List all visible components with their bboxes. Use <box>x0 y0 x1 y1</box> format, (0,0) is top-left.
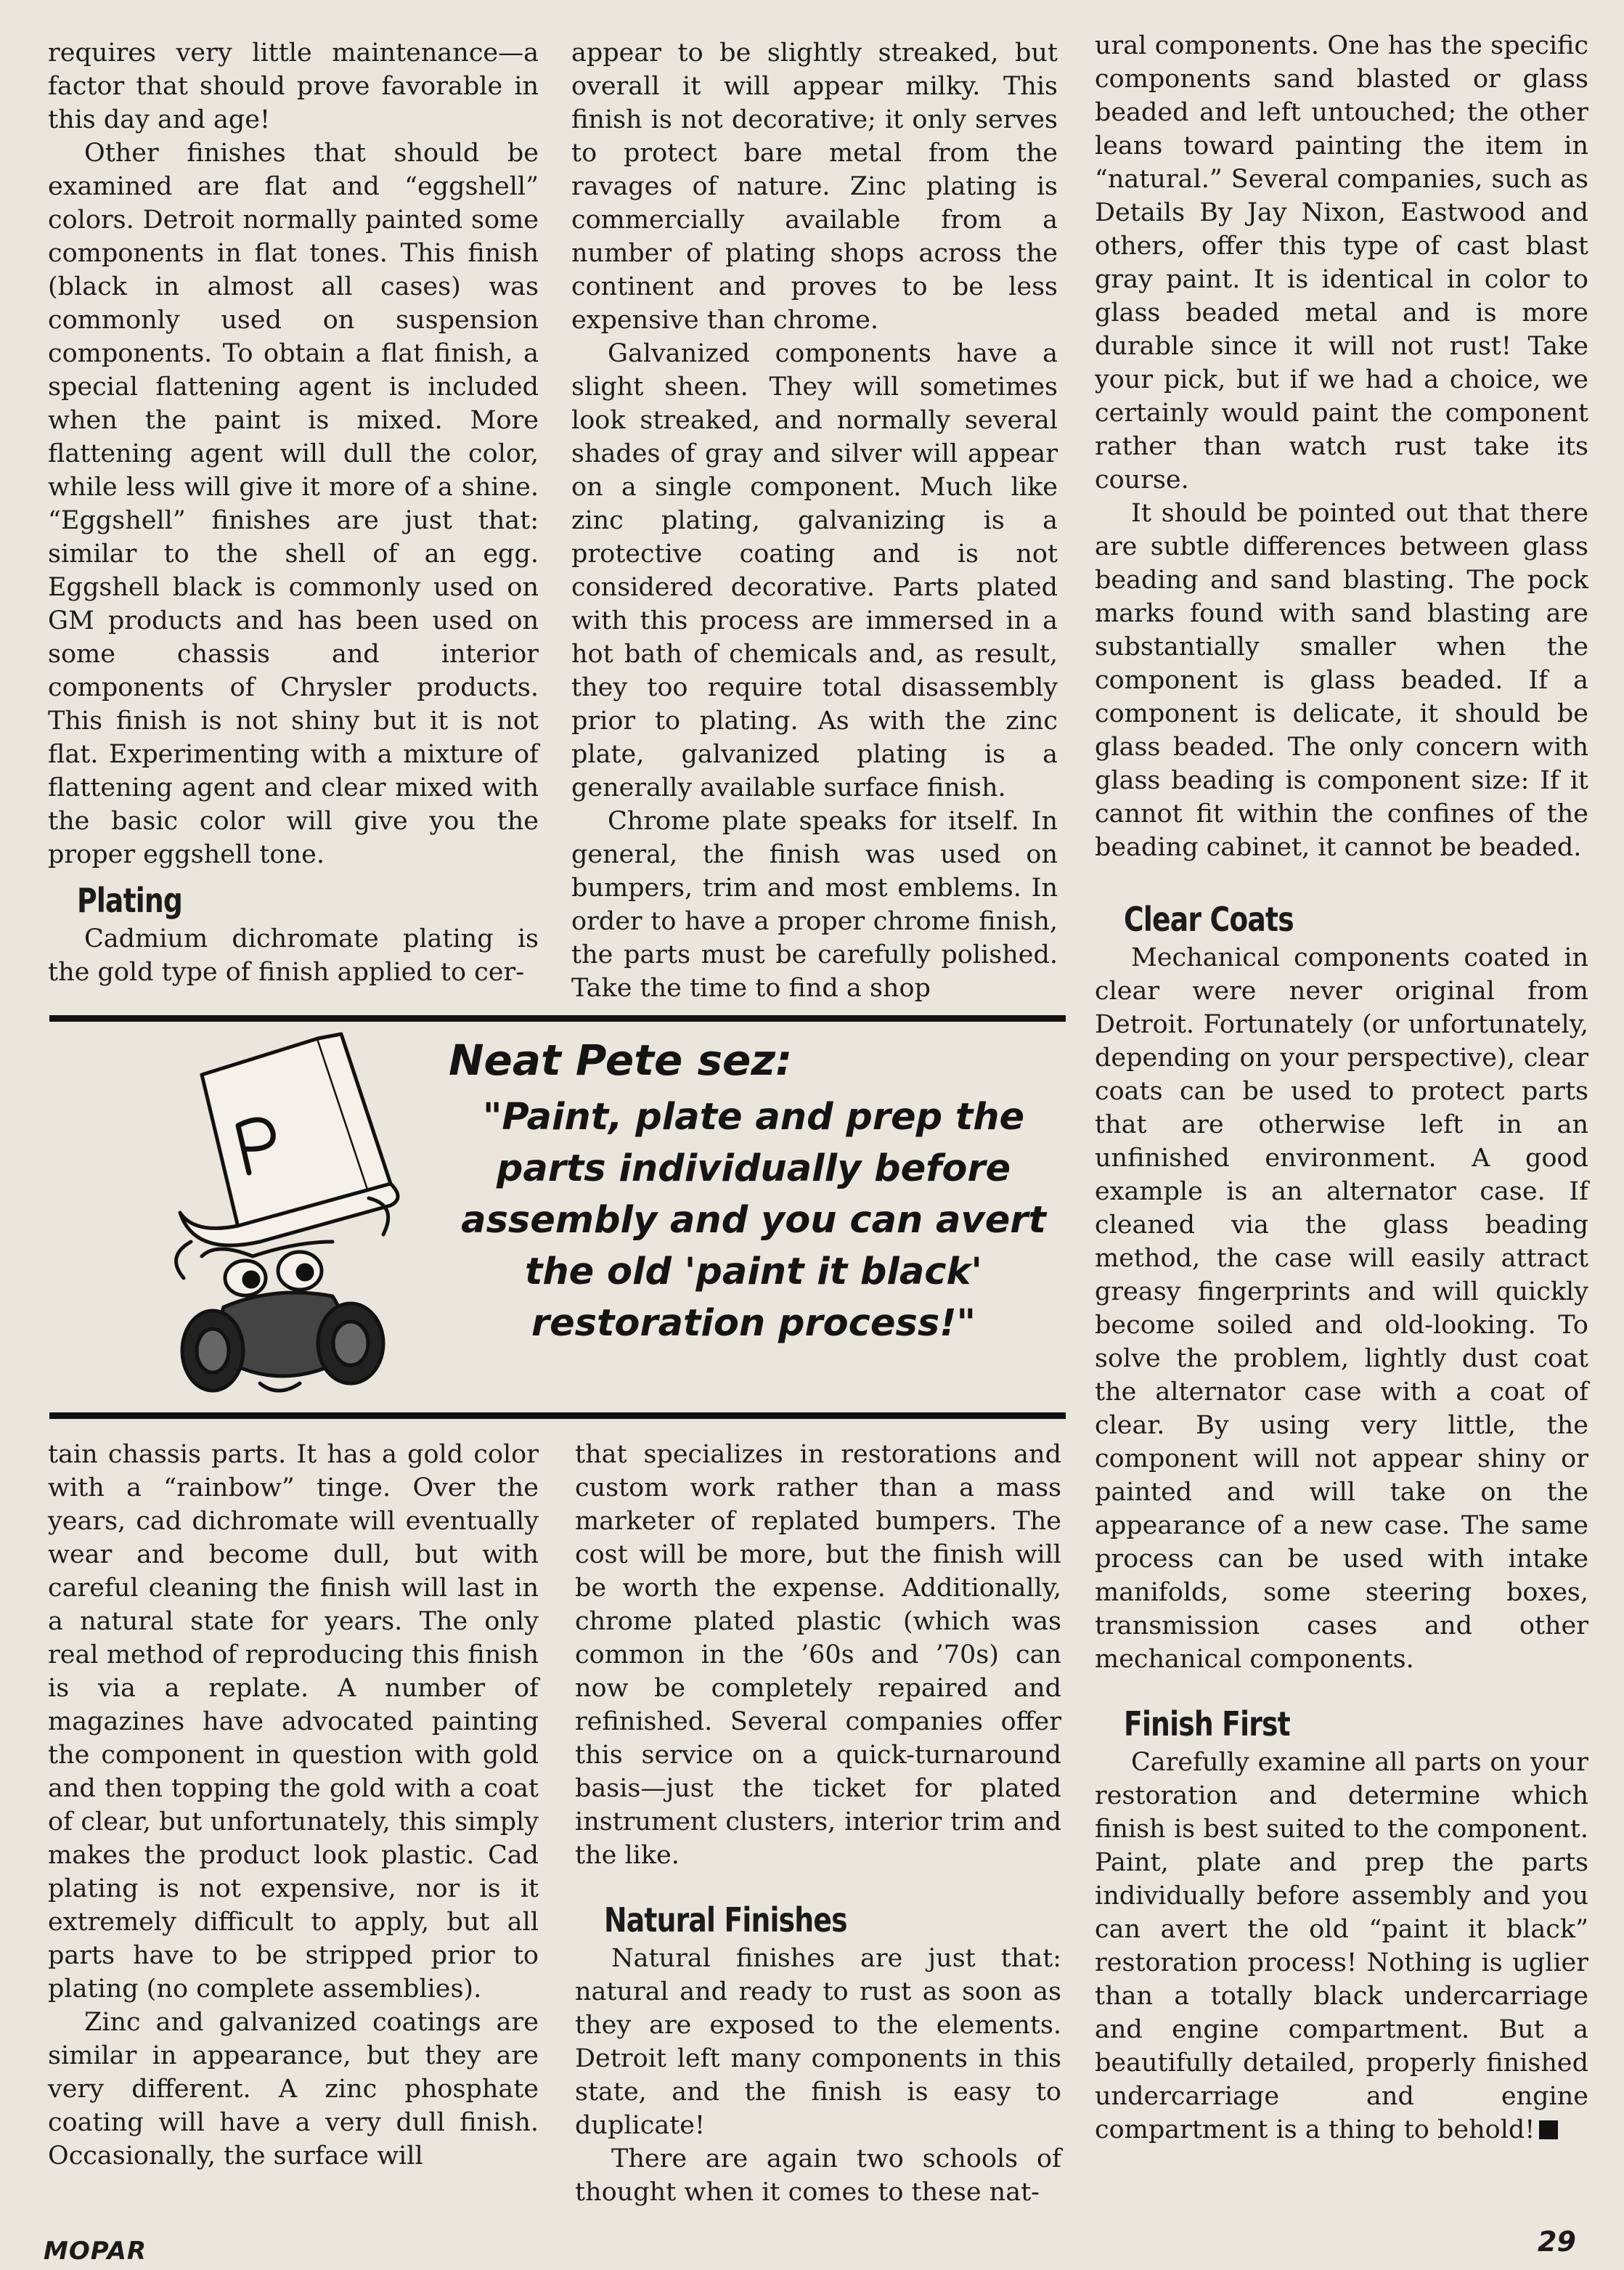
col1-top-paragraphs <box>48 36 539 871</box>
magazine-name: MOPAR <box>44 2237 147 2266</box>
neat-pete-quote-block <box>427 1035 1095 1349</box>
callout-speaker: Neat Pete sez: <box>449 1036 793 1085</box>
neat-pete-cartoon-icon <box>151 1024 427 1402</box>
paragraph: Zinc and galvanized coatings are similar in appearance, but they are very different. A zinc phosphate coating will have a very dull finish. Occasionally, the surface will <box>48 2008 539 2171</box>
section-heading-natural-finishes: Natural Finishes <box>604 1900 847 1940</box>
section-heading-clear-coats: Clear Coats <box>1124 900 1294 939</box>
callout-bottom-rule <box>49 1412 1066 1419</box>
neat-pete-callout <box>49 1020 1066 1412</box>
column-1-top <box>48 36 539 989</box>
section-heading-finish-first: Finish First <box>1124 1704 1290 1744</box>
paragraph: ural components. One has the specific components sand blasted or glass beaded and left untouched; the other leans toward painting the item in “natural.” Several companies, such as Details By Jay Nixon, Eastwood and others, offer this type of cast blast gray paint. It is identical in color to glass beaded metal and is more durable since it will not rust! Take your pick, but if we had a choice, we certainly would paint the component rather than watch rust take its course. <box>1095 31 1588 495</box>
column-1-bottom <box>48 1438 539 2173</box>
col2-natural-paragraphs <box>575 1942 1061 2209</box>
column-2-top <box>571 36 1058 1005</box>
plating-intro-paragraph: Cadmium dichromate plating is the gold type of finish applied to cer- <box>48 924 539 987</box>
column-3 <box>1095 29 1588 2147</box>
paragraph: It should be pointed out that there are subtle differences between glass beading and sand blasting. The pock marks found with sand blasting are substantially smaller when the component is glass beaded. If a component is delicate, it should be glass beaded. The only concern with glass beading is component size: If it cannot fit within the confines of the beading cabinet, it cannot be beaded. <box>1095 499 1588 862</box>
page-number: 29 <box>1538 2226 1576 2258</box>
clear-coats-paragraph: Mechanical components coated in clear were never original from Detroit. Fortunately (or unfortunately, depending on your perspective), clear coats can be used to protect parts that are otherwise left in an unfinished environment. A good example is an alternator case. If cleaned via the glass beading method, the case will easily attract greasy fingerprints and will quickly become soiled and old-looking. To solve the problem, lightly dust coat the alternator case with a coat of clear. By using very little, the component will not appear shiny or painted and will take on the appearance of a new case. The same process can be used with intake manifolds, some steering boxes, transmission cases and other mechanical components. <box>1095 943 1588 1674</box>
finish-first-text: Carefully examine all parts on your restoration and determine which finish is best suited to the component. Paint, plate and prep the parts individually before assembly and you can avert the old “paint it black” restoration process! Nothing is uglier than a totally black undercarriage and engine compartment. But a beautifully detailed, properly finished undercarriage and engine compartment is a thing to behold! <box>1095 1748 1588 2144</box>
paragraph: Galvanized components have a slight sheen. They will sometimes look streaked, and normally several shades of gray and silver will appear on a single component. Much like zinc plating, galvanizing is a protective coating and is not considered decorative. Parts plated with this process are immersed in a hot bath of chemicals and, as result, they too require total disassembly prior to plating. As with the zinc plate, galvanized plating is a generally available surface finish. <box>571 339 1058 802</box>
section-heading-plating: Plating <box>77 881 183 920</box>
paragraph: that specializes in restorations and custom work rather than a mass marketer of replated bumpers. The cost will be more, but the finish will be worth the expense. Additionally, chrome plated plastic (which was common in the ’60s and ’70s) can now be completely repaired and refinished. Several companies offer this service on a quick-turnaround basis—just the ticket for plated instrument clusters, interior trim and the like. <box>575 1440 1061 1870</box>
end-of-article-mark <box>1539 2120 1558 2139</box>
col3-top-paragraphs <box>1095 29 1588 864</box>
paragraph: Chrome plate speaks for itself. In general, the finish was used on bumpers, trim and most emblems. In order to have a proper chrome finish, the parts must be carefully polished. Take the time to find a shop <box>571 807 1058 1003</box>
callout-quote: "Paint, plate and prep the parts individually before assembly and you can avert the old 'paint it black' restoration process!" <box>461 1096 1046 1345</box>
paragraph: There are again two schools of thought when it comes to these nat- <box>575 2144 1061 2207</box>
col2-top-paragraphs <box>571 36 1058 1005</box>
col1-bottom-paragraphs <box>48 1438 539 2173</box>
paragraph: Natural finishes are just that: natural and ready to rust as soon as they are exposed to the elements. Detroit left many components in this state, and the finish is easy to duplicate! <box>575 1944 1061 2140</box>
column-2-bottom <box>575 1438 1061 2209</box>
finish-first-paragraph <box>1095 1746 1588 2147</box>
paragraph: tain chassis parts. It has a gold color with a “rainbow” tinge. Over the years, cad dichromate will eventually wear and become dull, but with careful cleaning the finish will last in a natural state for years. The only real method of reproducing this finish is via a replate. A number of magazines have advocated painting the component in question with gold and then topping the gold with a coat of clear, but unfortunately, this simply makes the product look plastic. Cad plating is not expensive, nor is it extremely difficult to apply, but all parts have to be stripped prior to plating (no complete assemblies). <box>48 1440 539 2003</box>
paragraph: requires very little maintenance—a factor that should prove favorable in this day and age! <box>48 38 539 134</box>
paragraph: appear to be slightly streaked, but overall it will appear milky. This finish is not decorative; it only serves to protect bare metal from the ravages of nature. Zinc plating is commercially available from a number of plating shops across the continent and proves to be less expensive than chrome. <box>571 38 1058 335</box>
col2-bottom-paragraphs <box>575 1438 1061 1872</box>
paragraph: Other finishes that should be examined are flat and “eggshell” colors. Detroit normally painted some components in flat tones. This finish (black in almost all cases) was commonly used on suspension components. To obtain a flat finish, a special flattening agent is included when the paint is mixed. More flattening agent will dull the color, while less will give it more of a shine. “Eggshell” finishes are just that: similar to the shell of an egg. Eggshell black is commonly used on GM products and has been used on some chassis and interior components of Chrysler products. This finish is not shiny but it is not flat. Experimenting with a mixture of flattening agent and clear mixed with the basic color will give you the proper eggshell tone. <box>48 139 539 869</box>
